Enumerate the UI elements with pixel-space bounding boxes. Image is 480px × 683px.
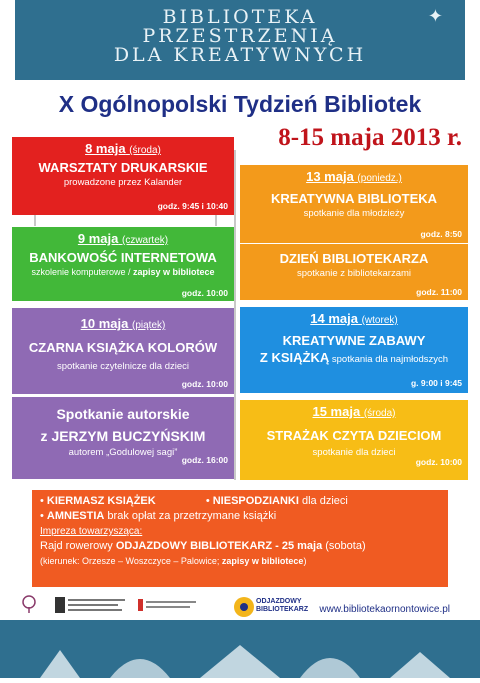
event-time: godz. 16:00 — [181, 455, 228, 465]
page-title: X Ogólnopolski Tydzień Bibliotek — [58, 91, 422, 117]
event-desc: spotkanie z bibliotekarzami — [296, 268, 412, 279]
event-time: godz. 10:00 — [415, 457, 462, 467]
event-heading: KREATYWNA BIBLIOTEKA — [270, 191, 438, 206]
event-date: 13 maja — [306, 169, 354, 184]
event-heading-2-suffix: spotkania dla najmłodszych — [329, 354, 449, 365]
event-date: 9 maja — [77, 231, 119, 246]
item-kiermasz: KIERMASZ KSIĄŻEK — [46, 495, 156, 507]
rajd-name: ODJAZDOWY BIBLIOTEKARZ - 25 maja — [115, 540, 323, 552]
event-weekday: (piątek) — [131, 320, 166, 331]
event-heading: CZARNA KSIĄŻKA KOLORÓW — [28, 340, 218, 355]
event-weekday: (poniedz.) — [357, 173, 402, 184]
accompanying-events-label: Impreza towarzysząca: — [40, 526, 143, 537]
event-date: 14 maja — [310, 311, 358, 326]
event-desc: prowadzone przez Kalander — [63, 177, 183, 188]
event-desc: spotkanie czytelnicze dla dzieci — [56, 361, 189, 372]
event-dates: 8-15 maja 2013 r. — [278, 124, 462, 151]
connector-center — [234, 150, 236, 480]
event-time: godz. 9:45 i 10:40 — [157, 201, 228, 211]
event-heading-2: Z KSIĄŻKĄ — [259, 350, 330, 365]
header-line-2: PRZESTRZENIĄ — [142, 25, 338, 47]
event-card-author-meeting — [12, 397, 234, 479]
event-desc: spotkanie dla młodzieży — [303, 208, 405, 219]
route-text: (kierunek: Orzesze – Woszczyce – Palowice; — [40, 556, 222, 566]
rajd-suffix: (sobota) — [322, 540, 366, 552]
odjazdowy-logo-text: ODJAZDOWY BIBLIOTEKARZ — [256, 598, 309, 613]
event-heading: STRAŻAK CZYTA DZIECIOM — [266, 428, 442, 443]
logo-library-icon — [55, 595, 125, 618]
event-time: godz. 10:00 — [181, 288, 228, 298]
event-heading: DZIEŃ BIBLIOTEKARZA — [279, 251, 429, 266]
item-niespodzianki-suffix: dla dzieci — [298, 495, 348, 507]
route-end: ) — [303, 556, 307, 566]
event-card-dzien-bibliotekarza — [240, 244, 468, 300]
event-heading: BANKOWOŚĆ INTERNETOWA — [29, 250, 217, 265]
event-card-15-maja — [240, 400, 468, 480]
book-tree-illustration — [0, 620, 480, 678]
event-time: godz. 10:00 — [181, 379, 228, 389]
event-heading-2-pre: z — [40, 428, 52, 444]
event-heading: WARSZTATY DRUKARSKIE — [38, 160, 208, 175]
event-date: 8 maja — [85, 141, 126, 156]
event-heading-1: Spotkanie autorskie — [56, 406, 190, 422]
event-desc: autorem „Godulowej sagi” — [68, 447, 178, 458]
event-time: godz. 8:50 — [420, 229, 462, 239]
event-weekday: (czwartek) — [121, 235, 169, 246]
event-desc: szkolenie komputerowe / — [31, 267, 134, 277]
item-amnestia-suffix: brak opłat za przetrzymane książki — [104, 510, 277, 522]
event-card-9-maja — [12, 227, 234, 301]
event-heading-2: JERZYM BUCZYŃSKIM — [51, 428, 206, 444]
event-card-14-maja — [240, 307, 468, 393]
header-line-1: BIBLIOTEKA — [162, 6, 318, 28]
logo-tree-icon — [18, 595, 40, 616]
event-time: godz. 11:00 — [416, 287, 462, 297]
event-weekday: (wtorek) — [361, 315, 398, 326]
header-banner — [15, 0, 465, 80]
event-date: 15 maja — [312, 404, 361, 419]
rajd-prefix: Rajd rowerowy — [40, 540, 116, 552]
item-niespodzianki: NIESPODZIANKI — [212, 495, 299, 507]
event-desc-bold: zapisy w bibliotece — [133, 267, 215, 277]
event-desc: spotkanie dla dzieci — [312, 447, 396, 458]
item-amnestia: AMNESTIA — [46, 510, 105, 522]
event-card-10-maja — [12, 308, 234, 394]
route-bold: zapisy w bibliotece — [221, 556, 304, 566]
website-link[interactable]: www.bibliotekaornontowice.pl — [319, 604, 450, 615]
logo-odjazdowy-bibliotekarz — [232, 592, 309, 622]
event-heading-1: KREATYWNE ZABAWY — [282, 333, 426, 348]
bottom-banner-books-trees — [0, 620, 480, 678]
event-card-8-maja — [12, 137, 234, 215]
extra-events-box: • KIERMASZ KSIĄŻEK • NIESPODZIANKI dla dzieci • AMNESTIA brak opłat za przetrzymane książki Impreza towarzysząca: Rajd rowerowy ODJAZDOWY BIBLIOTEKARZ - 25 maja (sobota) (kierunek: Orzesze – Woszczyce – Palowice; zapisy w bibliotece) — [32, 490, 448, 587]
event-weekday: (środa) — [129, 145, 161, 156]
header-line-3: DLA KREATYWNYCH — [113, 44, 367, 66]
event-time: g. 9:00 i 9:45 — [410, 378, 462, 388]
event-card-13-maja — [240, 165, 468, 243]
event-weekday: (środa) — [363, 408, 396, 419]
logo-ministry-icon — [138, 598, 198, 615]
event-date: 10 maja — [80, 316, 129, 331]
bird-icon: ✦ — [427, 6, 443, 26]
